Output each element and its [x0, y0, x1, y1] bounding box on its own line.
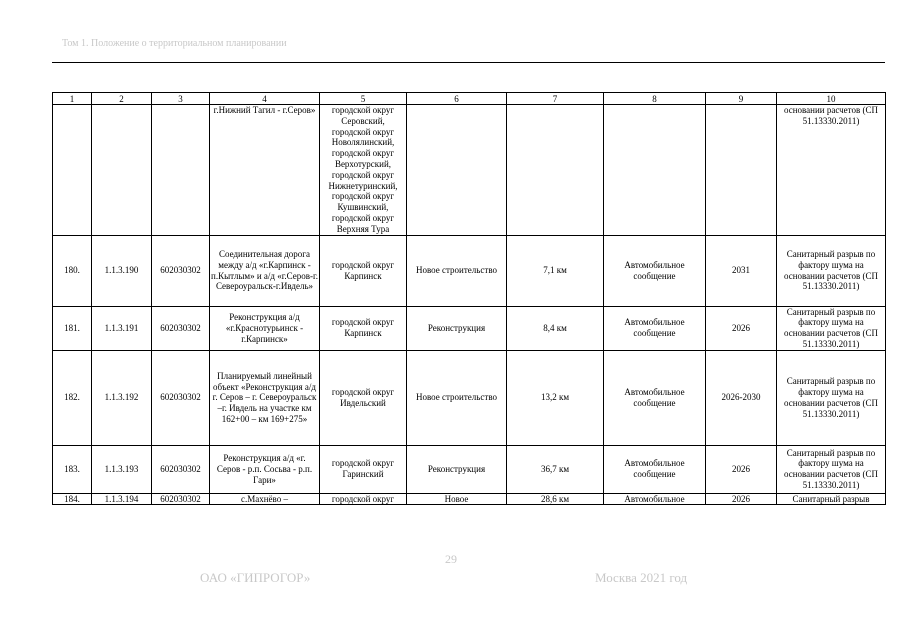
cell-purpose: Автомобильное сообщение — [604, 350, 706, 445]
cell-length: 13,2 км — [507, 350, 604, 445]
cell-code: 1.1.3.190 — [92, 235, 152, 306]
cell-location: городской округ Ивдельский — [320, 350, 407, 445]
cell-year: 2026 — [706, 445, 777, 493]
cell-name: Соединительная дорога между а/д «г.Карпинск - п.Кытлым» и а/д «г.Серов-г. Североуральск-г.Ивдель» — [210, 235, 320, 306]
cell-note: Санитарный разрыв по фактору шума на основании расчетов (СП 51.13330.2011) — [777, 306, 886, 350]
cell-num: 182. — [53, 350, 92, 445]
cell-note: Санитарный разрыв — [777, 493, 886, 504]
cell-year — [706, 105, 777, 236]
cell-num: 181. — [53, 306, 92, 350]
cell-length: 28,6 км — [507, 493, 604, 504]
column-header: 6 — [407, 93, 507, 105]
cell-length: 36,7 км — [507, 445, 604, 493]
cell-kind: 602030302 — [152, 235, 210, 306]
table-header-row — [53, 93, 886, 105]
cell-type: Новое — [407, 493, 507, 504]
column-header: 5 — [320, 93, 407, 105]
table-row-continuation — [53, 105, 886, 236]
cell-location: городской округ Гаринский — [320, 445, 407, 493]
cell-year: 2031 — [706, 235, 777, 306]
cell-kind: 602030302 — [152, 445, 210, 493]
column-header: 2 — [92, 93, 152, 105]
column-header: 3 — [152, 93, 210, 105]
cell-note: Санитарный разрыв по фактору шума на основании расчетов (СП 51.13330.2011) — [777, 235, 886, 306]
cell-location: городской округ Серовский, городской округ Новолялинский, городской округ Верхотурский, городской округ Нижнетуринский, городской округ Кушвинский, городской округ Верхняя Тура — [320, 105, 407, 236]
table-row — [53, 445, 886, 493]
footer-organization: ОАО «ГИПРОГОР» — [200, 570, 311, 585]
page-number: 29 — [445, 552, 457, 566]
cell-note: основании расчетов (СП 51.13330.2011) — [777, 105, 886, 236]
cell-year: 2026-2030 — [706, 350, 777, 445]
cell-type: Новое строительство — [407, 350, 507, 445]
cell-location: городской округ — [320, 493, 407, 504]
cell-name: Реконструкция а/д «г. Серов - р.п. Сосьва - р.п. Гари» — [210, 445, 320, 493]
cell-location: городской округ Карпинск — [320, 235, 407, 306]
cell-note: Санитарный разрыв по фактору шума на основании расчетов (СП 51.13330.2011) — [777, 350, 886, 445]
cell-purpose: Автомобильное — [604, 493, 706, 504]
cell-type: Реконструкция — [407, 445, 507, 493]
cell-type: Новое строительство — [407, 235, 507, 306]
document-header-title: Том 1. Положение о территориальном планировании — [62, 38, 287, 49]
cell-code: 1.1.3.193 — [92, 445, 152, 493]
cell-kind: 602030302 — [152, 493, 210, 504]
cell-kind — [152, 105, 210, 236]
cell-note: Санитарный разрыв по фактору шума на основании расчетов (СП 51.13330.2011) — [777, 445, 886, 493]
column-header: 1 — [53, 93, 92, 105]
cell-num: 180. — [53, 235, 92, 306]
cell-length — [507, 105, 604, 236]
cell-num: 184. — [53, 493, 92, 504]
column-header: 7 — [507, 93, 604, 105]
cell-name: Реконструкция а/д «г.Краснотурьинск - г.Карпинск» — [210, 306, 320, 350]
table-row — [53, 350, 886, 445]
cell-year: 2026 — [706, 306, 777, 350]
cell-num — [53, 105, 92, 236]
cell-purpose — [604, 105, 706, 236]
cell-purpose: Автомобильное сообщение — [604, 306, 706, 350]
table-row — [53, 306, 886, 350]
table-row — [53, 235, 886, 306]
cell-type — [407, 105, 507, 236]
cell-year: 2026 — [706, 493, 777, 504]
cell-kind: 602030302 — [152, 350, 210, 445]
cell-type: Реконструкция — [407, 306, 507, 350]
column-header: 10 — [777, 93, 886, 105]
column-header: 8 — [604, 93, 706, 105]
cell-code: 1.1.3.192 — [92, 350, 152, 445]
cell-location: городской округ Карпинск — [320, 306, 407, 350]
header-divider — [52, 62, 885, 63]
cell-purpose: Автомобильное сообщение — [604, 235, 706, 306]
cell-kind: 602030302 — [152, 306, 210, 350]
column-header: 4 — [210, 93, 320, 105]
cell-length: 8,4 км — [507, 306, 604, 350]
cell-length: 7,1 км — [507, 235, 604, 306]
cell-name: Планируемый линейный объект «Реконструкция а/д г. Серов – г. Североуральск –г. Ивдель на участке км 162+00 – км 169+275» — [210, 350, 320, 445]
footer-city-year: Москва 2021 год — [595, 570, 688, 585]
cell-purpose: Автомобильное сообщение — [604, 445, 706, 493]
planning-objects-table — [52, 92, 886, 505]
cell-code — [92, 105, 152, 236]
cell-num: 183. — [53, 445, 92, 493]
cell-name: г.Нижний Тагил - г.Серов» — [210, 105, 320, 236]
cell-code: 1.1.3.191 — [92, 306, 152, 350]
column-header: 9 — [706, 93, 777, 105]
table-row — [53, 493, 886, 504]
cell-name: с.Махнёво – — [210, 493, 320, 504]
cell-code: 1.1.3.194 — [92, 493, 152, 504]
